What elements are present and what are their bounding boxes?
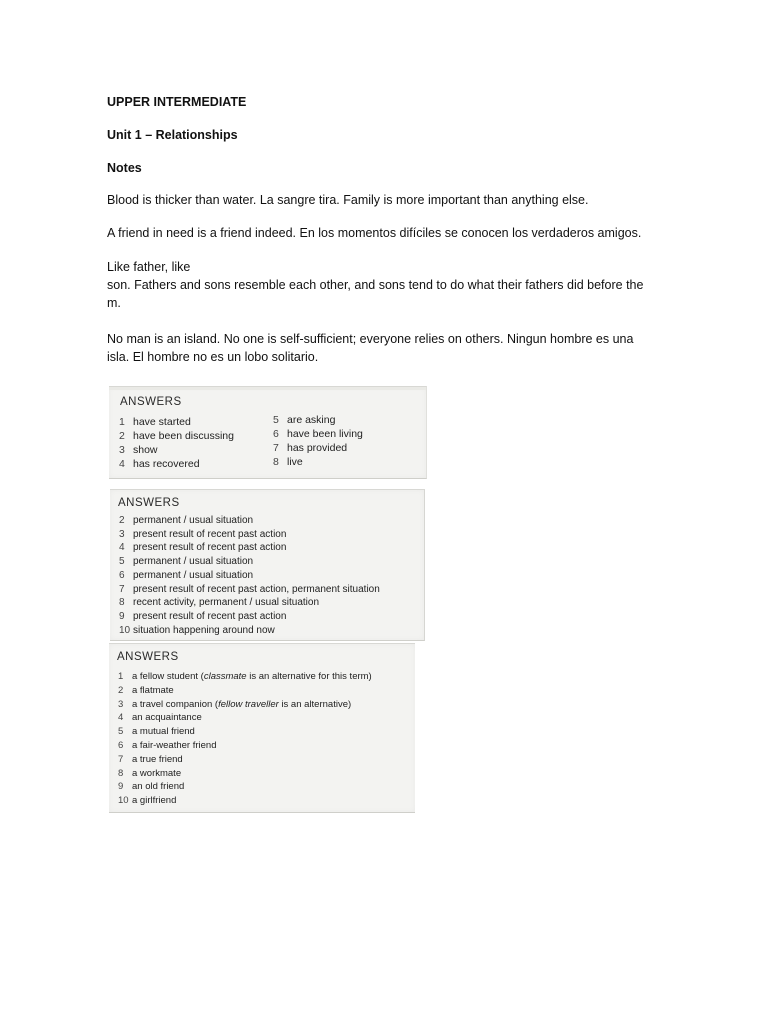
- list-item: [119, 429, 234, 443]
- item-number: 4: [118, 712, 124, 724]
- item-number: 8: [273, 456, 279, 468]
- list-item: [119, 541, 380, 555]
- item-text-part: a fellow student (: [132, 671, 204, 682]
- item-number: 6: [273, 428, 279, 440]
- list-item: [119, 457, 234, 471]
- item-text: show: [133, 444, 158, 456]
- note-blood-thicker: Blood is thicker than water. La sangre tira. Family is more important than anything else.: [107, 193, 589, 207]
- note-no-man-island: [107, 330, 667, 366]
- item-number: 8: [119, 597, 125, 609]
- list-item: [119, 514, 380, 528]
- item-text: present result of recent past action, permanent situation: [133, 583, 380, 595]
- list-item: [273, 427, 363, 441]
- item-number: 1: [119, 416, 125, 428]
- item-text: recent activity, permanent / usual situation: [133, 597, 320, 609]
- item-text: have been discussing: [133, 430, 234, 442]
- answers-title: ANSWERS: [120, 396, 182, 408]
- answers-panel-3: [109, 643, 415, 813]
- list-item: [118, 753, 372, 767]
- item-number: 1: [118, 671, 124, 682]
- item-number: 7: [273, 442, 279, 454]
- item-number: 5: [119, 556, 125, 568]
- item-text: situation happening around now: [133, 624, 275, 636]
- item-text-part: is an alternative): [278, 698, 352, 710]
- item-number: 2: [119, 515, 125, 526]
- item-text: a true friend: [132, 753, 183, 765]
- note-like-father: [107, 258, 667, 312]
- item-text-italic: fellow traveller: [218, 698, 279, 710]
- item-text: has provided: [287, 442, 348, 454]
- list-item: [119, 415, 234, 429]
- item-number: 6: [119, 569, 125, 581]
- item-number: 4: [119, 458, 125, 470]
- item-number: 4: [119, 542, 125, 554]
- item-number: 7: [119, 583, 125, 595]
- answers-title: ANSWERS: [118, 497, 180, 509]
- answers-list: [118, 670, 372, 808]
- item-number: 3: [119, 528, 125, 540]
- item-text-part: is an alternative for this term): [246, 671, 372, 682]
- item-text: [132, 698, 351, 712]
- item-number: 10: [119, 624, 131, 636]
- item-number: 7: [118, 753, 124, 765]
- list-item: [118, 739, 372, 753]
- item-text: [132, 670, 372, 684]
- list-item: [273, 413, 363, 427]
- item-text: permanent / usual situation: [133, 515, 254, 526]
- list-item: [118, 670, 372, 684]
- notes-heading: Notes: [107, 161, 142, 175]
- list-item: [119, 443, 234, 457]
- item-number: 5: [273, 414, 279, 426]
- item-text: a mutual friend: [132, 726, 195, 738]
- list-item: [119, 569, 380, 583]
- list-item: [119, 583, 380, 597]
- item-text: present result of recent past action: [133, 610, 287, 622]
- list-item: [273, 455, 363, 469]
- item-text: has recovered: [133, 458, 200, 470]
- note-friend-in-need: A friend in need is a friend indeed. En los momentos difíciles se conocen los verdaderos amigos.: [107, 226, 642, 240]
- item-number: 6: [118, 739, 124, 751]
- item-text-part: a travel companion (: [132, 698, 219, 710]
- item-number: 2: [118, 684, 124, 696]
- item-text: permanent / usual situation: [133, 556, 254, 568]
- item-number: 2: [119, 430, 125, 442]
- answers-title: ANSWERS: [117, 651, 179, 663]
- item-text: a girlfriend: [132, 795, 177, 807]
- list-item: [118, 767, 372, 781]
- item-text: a flatmate: [132, 684, 174, 696]
- answers-list-right: [273, 413, 363, 469]
- list-item: [118, 725, 372, 739]
- item-number: 8: [118, 767, 124, 779]
- list-item: [119, 555, 380, 569]
- note-line: Like father, like: [107, 260, 191, 274]
- note-line: No man is an island. No one is self-sufficient; everyone relies on others. Ningun hombre es una: [107, 332, 634, 346]
- answers-list: [119, 514, 380, 637]
- answers-panel-2: [110, 489, 425, 641]
- note-line: m.: [107, 296, 121, 310]
- list-item: [118, 698, 372, 712]
- list-item: [119, 528, 380, 542]
- list-item: [118, 780, 372, 794]
- list-item: [119, 624, 380, 638]
- list-item: [119, 610, 380, 624]
- item-text: present result of recent past action: [133, 542, 287, 554]
- item-number: 9: [119, 610, 125, 622]
- list-item: [118, 794, 372, 808]
- answers-list-left: [119, 415, 234, 471]
- item-number: 3: [119, 444, 125, 456]
- item-text: a fair-weather friend: [132, 739, 217, 751]
- item-text: live: [287, 456, 303, 468]
- item-text: are asking: [287, 414, 336, 426]
- item-number: 10: [118, 795, 129, 807]
- list-item: [118, 684, 372, 698]
- level-heading: UPPER INTERMEDIATE: [107, 95, 247, 109]
- item-number: 9: [118, 781, 124, 793]
- list-item: [118, 711, 372, 725]
- item-text: have started: [133, 416, 191, 428]
- item-text: have been living: [287, 428, 363, 440]
- item-text: an acquaintance: [132, 712, 202, 724]
- list-item: [273, 441, 363, 455]
- item-text: permanent / usual situation: [133, 569, 254, 581]
- item-text: present result of recent past action: [133, 528, 287, 540]
- note-line: isla. El hombre no es un lobo solitario.: [107, 350, 319, 364]
- item-text: an old friend: [132, 781, 185, 793]
- unit-title: Unit 1 – Relationships: [107, 128, 238, 142]
- item-number: 3: [118, 698, 124, 710]
- list-item: [119, 596, 380, 610]
- item-text: a workmate: [132, 767, 182, 779]
- answers-panel-1: [109, 386, 427, 479]
- item-text-italic: classmate: [203, 671, 247, 682]
- item-number: 5: [118, 726, 124, 738]
- scan-edge: [109, 387, 426, 390]
- note-line: son. Fathers and sons resemble each other, and sons tend to do what their fathers did before the: [107, 278, 644, 292]
